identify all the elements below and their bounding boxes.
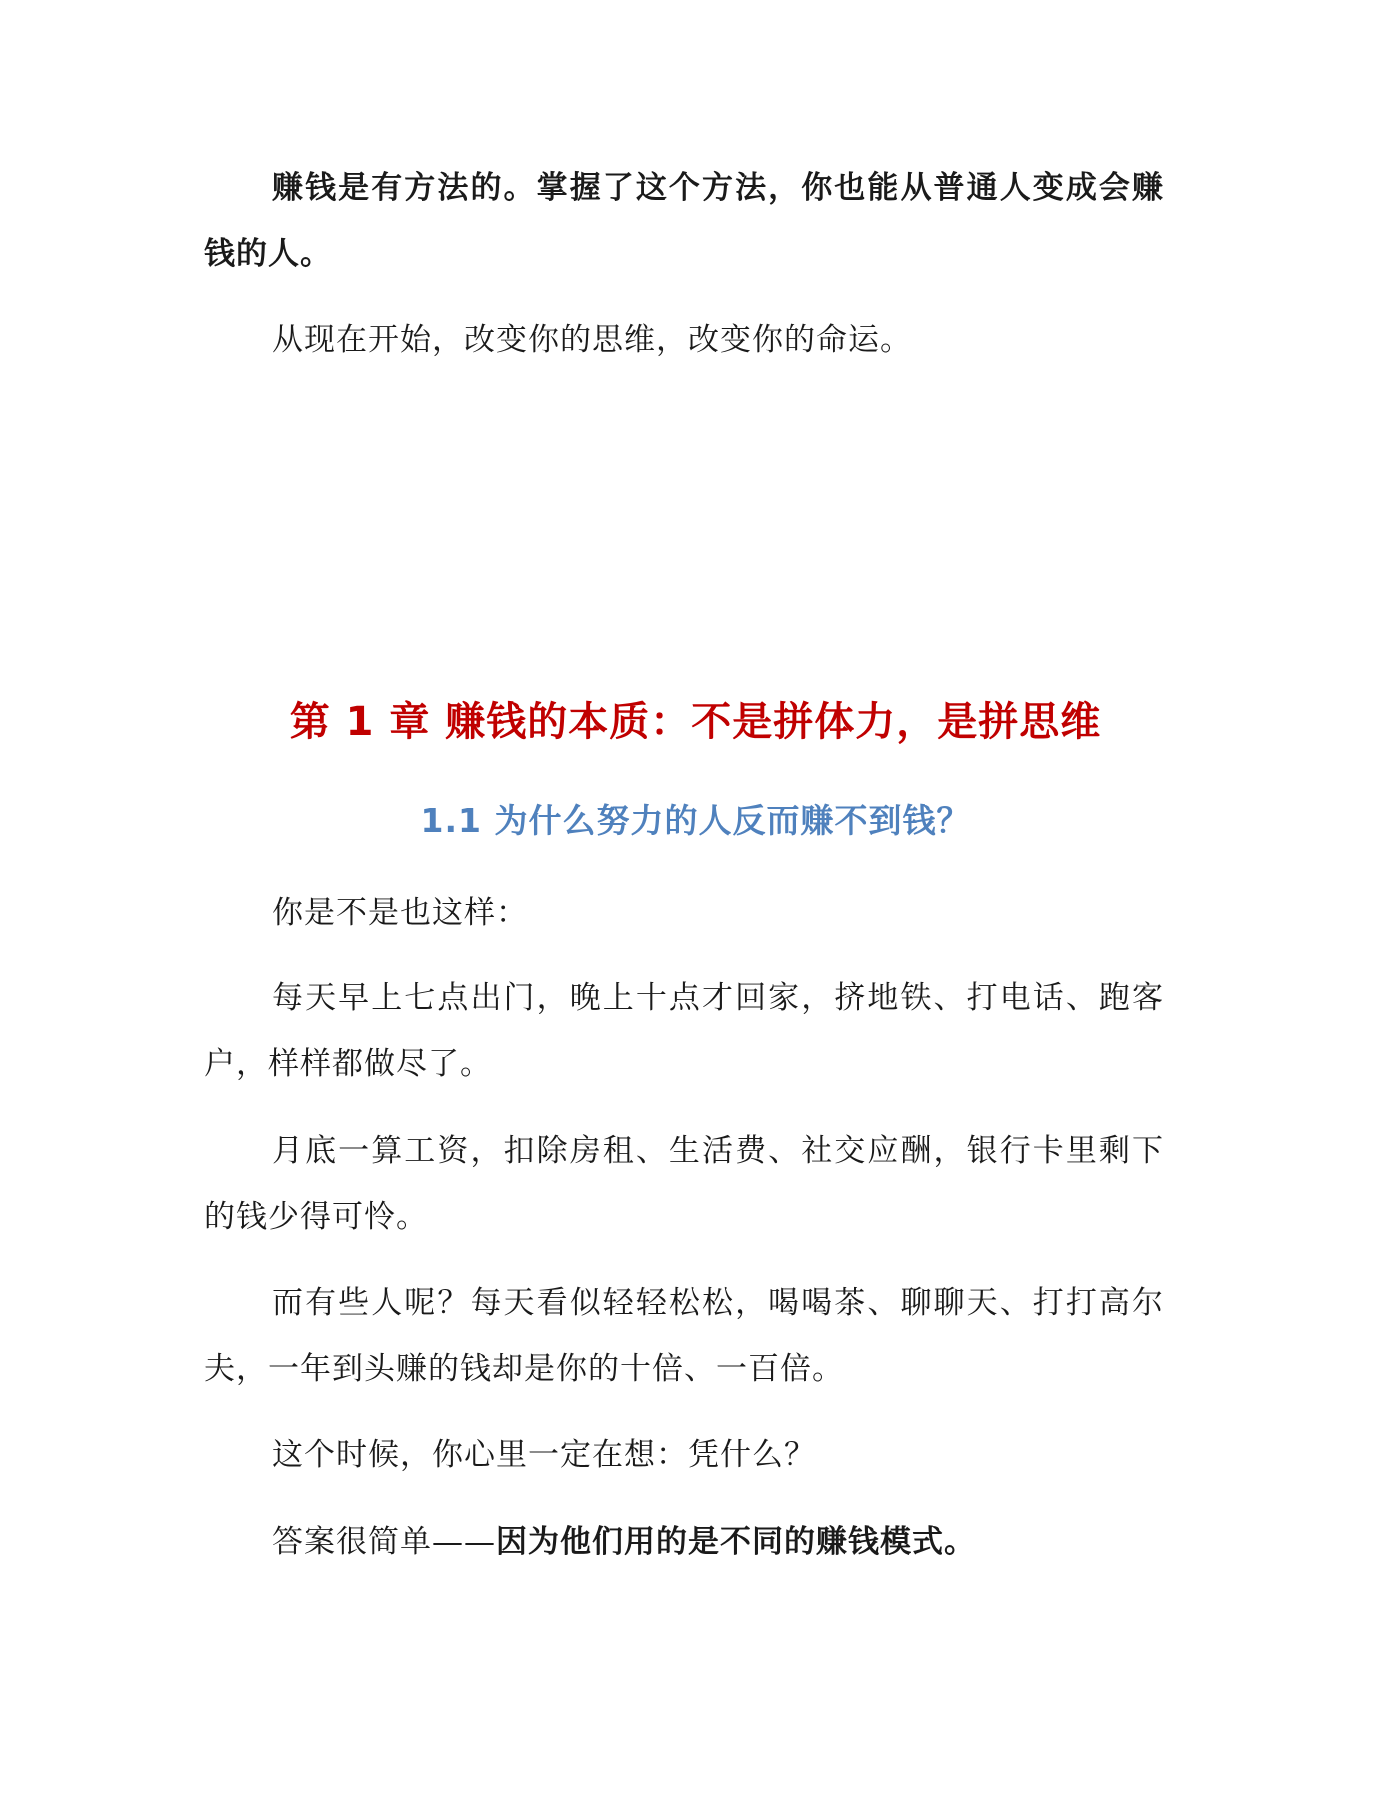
section-title-text: 为什么努力的人反而赚不到钱？ — [481, 801, 971, 840]
body-paragraph-3: 月底一算工资，扣除房租、生活费、社交应酬，银行卡里剩下的钱少得可怜。 — [204, 1133, 1164, 1235]
section-number: 1.1 — [420, 801, 482, 840]
body-paragraph-1: 你是不是也这样： — [272, 895, 528, 931]
section-title — [0, 796, 1391, 846]
body-paragraph-2: 每天早上七点出门，晚上十点才回家，挤地铁、打电话、跑客户，样样都做尽了。 — [204, 980, 1164, 1082]
intro-paragraph-2: 从现在开始，改变你的思维，改变你的命运。 — [272, 322, 912, 358]
body-paragraph-5: 这个时候，你心里一定在想：凭什么？ — [272, 1437, 816, 1473]
chapter-title: 第 1 章 赚钱的本质：不是拼体力，是拼思维 — [289, 699, 1102, 745]
answer-lead-text: 答案很简单—— — [272, 1524, 496, 1560]
answer-emphasis-text: 因为他们用的是不同的赚钱模式。 — [496, 1524, 976, 1560]
intro-paragraph-1: 赚钱是有方法的。掌握了这个方法，你也能从普通人变成会赚钱的人。 — [204, 170, 1164, 272]
body-paragraph-4: 而有些人呢？每天看似轻轻松松，喝喝茶、聊聊天、打打高尔夫，一年到头赚的钱却是你的十倍、一百倍。 — [204, 1285, 1164, 1387]
body-paragraph-6 — [204, 1509, 1164, 1575]
